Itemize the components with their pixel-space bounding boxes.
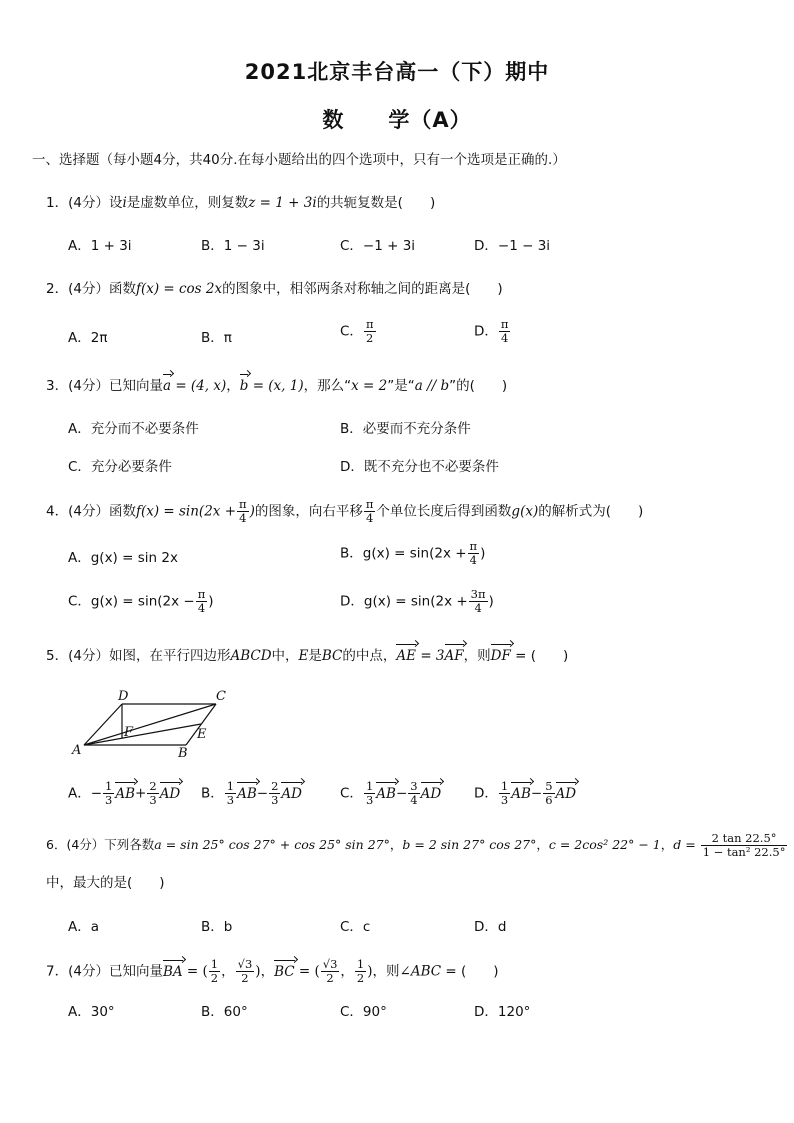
fraction: $\frac{\pi}{4}$ bbox=[469, 539, 478, 567]
fraction: $\frac{1}{3}$ bbox=[500, 779, 509, 807]
q5-option-a: A．− $\frac{1}{3}$ AB+ $\frac{2}{3}$ AD bbox=[68, 779, 181, 807]
q4-option-c: C．g(x) = sin(2x − $\frac{\pi}{4}$ ) bbox=[68, 587, 214, 615]
label-b: B bbox=[178, 746, 188, 758]
label-f: F bbox=[124, 725, 134, 740]
q2-option-a: A．2π bbox=[68, 330, 108, 346]
q4-option-a: A．g(x) = sin 2x bbox=[68, 550, 178, 566]
fraction: $\frac{5}{6}$ bbox=[545, 779, 553, 807]
q1-option-d: D．−1 − 3i bbox=[474, 238, 551, 254]
fraction: $\frac{1}{3}$ bbox=[105, 779, 113, 807]
question-7: 7．(4分）已知向量BA = ( $\frac{1}{2}$ ， $\frac{√3}{2}$ )，BC = ( $\frac{√3}{2}$ ， $\frac{1}{2}$ )，则∠ABC = ( ) bbox=[46, 957, 499, 985]
question-2: 2．(4分）函数f(x) = cos 2x的图象中，相邻两条对称轴之间的距离是( ) bbox=[46, 281, 503, 297]
q5-option-b: B． $\frac{1}{3}$ AB− $\frac{2}{3}$ AD bbox=[201, 779, 302, 807]
q2-option-b: B．π bbox=[201, 330, 232, 346]
fraction: $\frac{\pi}{4}$ bbox=[239, 497, 247, 525]
fraction: $\frac{\pi}{2}$ bbox=[365, 317, 374, 345]
label-a: A bbox=[72, 743, 82, 758]
q6-option-c: C．c bbox=[340, 919, 371, 935]
fraction: $\frac{√3}{2}$ bbox=[322, 957, 338, 985]
q3-option-a: A．充分而不必要条件 bbox=[68, 421, 199, 437]
q3-option-c: C．充分必要条件 bbox=[68, 459, 172, 475]
label-c: C bbox=[216, 689, 226, 704]
exam-subject: 数 学（A） bbox=[322, 108, 472, 132]
fraction: $\frac{1}{2}$ bbox=[356, 957, 365, 985]
fraction: $\frac{2}{3}$ bbox=[149, 779, 157, 807]
q4-option-b: B．g(x) = sin(2x + $\frac{\pi}{4}$ ) bbox=[340, 539, 486, 567]
q5-option-c: C． $\frac{1}{3}$ AB− $\frac{3}{4}$ AD bbox=[340, 779, 442, 807]
question-1: 1．(4分）设i是虚数单位，则复数z = 1 + 3i的共轭复数是( ) bbox=[46, 195, 436, 211]
fraction: $\frac{\pi}{4}$ bbox=[365, 497, 374, 525]
fraction: $\frac{1}{2}$ bbox=[210, 957, 219, 985]
q2-option-d: D． $\frac{\pi}{4}$ bbox=[474, 317, 509, 345]
fraction: $\frac{\pi}{4}$ bbox=[500, 317, 509, 345]
question-4: 4．(4分）函数f(x) = sin(2x + $\frac{\pi}{4}$ )的图象，向右平移 $\frac{\pi}{4}$ 个单位长度后得到函数g(x)的解析式为( ) bbox=[46, 497, 644, 525]
q7-option-d: D．120° bbox=[474, 1004, 531, 1020]
q3-option-b: B．必要而不充分条件 bbox=[340, 421, 471, 437]
label-d: D bbox=[118, 689, 129, 704]
fraction: $\frac{2 \tan 22.5^\circ}{\text{1 − tan² 22.5°}}$ bbox=[702, 831, 786, 859]
q6-option-a: A．a bbox=[68, 919, 100, 935]
q1-option-c: C．−1 + 3i bbox=[340, 238, 416, 254]
q7-option-c: C．90° bbox=[340, 1004, 387, 1020]
section-heading: 一、选择题（每小题4分，共40分.在每小题给出的四个选项中，只有一个选项是正确的.） bbox=[32, 152, 566, 168]
q7-option-a: A．30° bbox=[68, 1004, 115, 1020]
label-e: E bbox=[197, 727, 207, 742]
fraction: $\frac{1}{3}$ bbox=[365, 779, 374, 807]
q6-option-d: D．d bbox=[474, 919, 507, 935]
question-5: 5．(4分）如图，在平行四边形ABCD中，E是BC的中点，AE = 3AF，则DF = ( ) bbox=[46, 648, 569, 664]
fraction: $\frac{\pi}{4}$ bbox=[197, 587, 206, 615]
fraction: $\frac{3\pi}{4}$ bbox=[470, 587, 486, 615]
fraction: $\frac{3}{4}$ bbox=[410, 779, 418, 807]
q1-option-a: A．1 + 3i bbox=[68, 238, 132, 254]
question-6-continued: 中，最大的是( ) bbox=[46, 875, 165, 891]
q3-option-d: D．既不充分也不必要条件 bbox=[340, 459, 499, 475]
q7-option-b: B．60° bbox=[201, 1004, 248, 1020]
fraction: $\frac{1}{3}$ bbox=[226, 779, 235, 807]
q2-option-c: C． $\frac{\pi}{2}$ bbox=[340, 317, 374, 345]
fraction: $\frac{2}{3}$ bbox=[271, 779, 279, 807]
q5-option-d: D． $\frac{1}{3}$ AB− $\frac{5}{6}$ AD bbox=[474, 779, 577, 807]
question-6: 6．(4分）下列各数a = sin 25° cos 27° + cos 25° sin 27°，b = 2 sin 27° cos 27°，c = 2cos² 22° − 1，d = $\frac{2 \tan 22.5^\circ}{\text{1 − tan² 22.5°}}$ bbox=[46, 831, 786, 859]
exam-title: 2021北京丰台高一（下）期中 bbox=[244, 60, 550, 84]
q6-option-b: B．b bbox=[201, 919, 233, 935]
q4-option-d: D．g(x) = sin(2x + $\frac{3\pi}{4}$ ) bbox=[340, 587, 494, 615]
question-3: 3．(4分）已知向量a = (4, x)，b = (x, 1)，那么“x = 2”是“a // b”的( ) bbox=[46, 378, 508, 394]
q1-option-b: B．1 − 3i bbox=[201, 238, 265, 254]
parallelogram-figure bbox=[66, 686, 236, 758]
fraction: $\frac{√3}{2}$ bbox=[237, 957, 253, 985]
